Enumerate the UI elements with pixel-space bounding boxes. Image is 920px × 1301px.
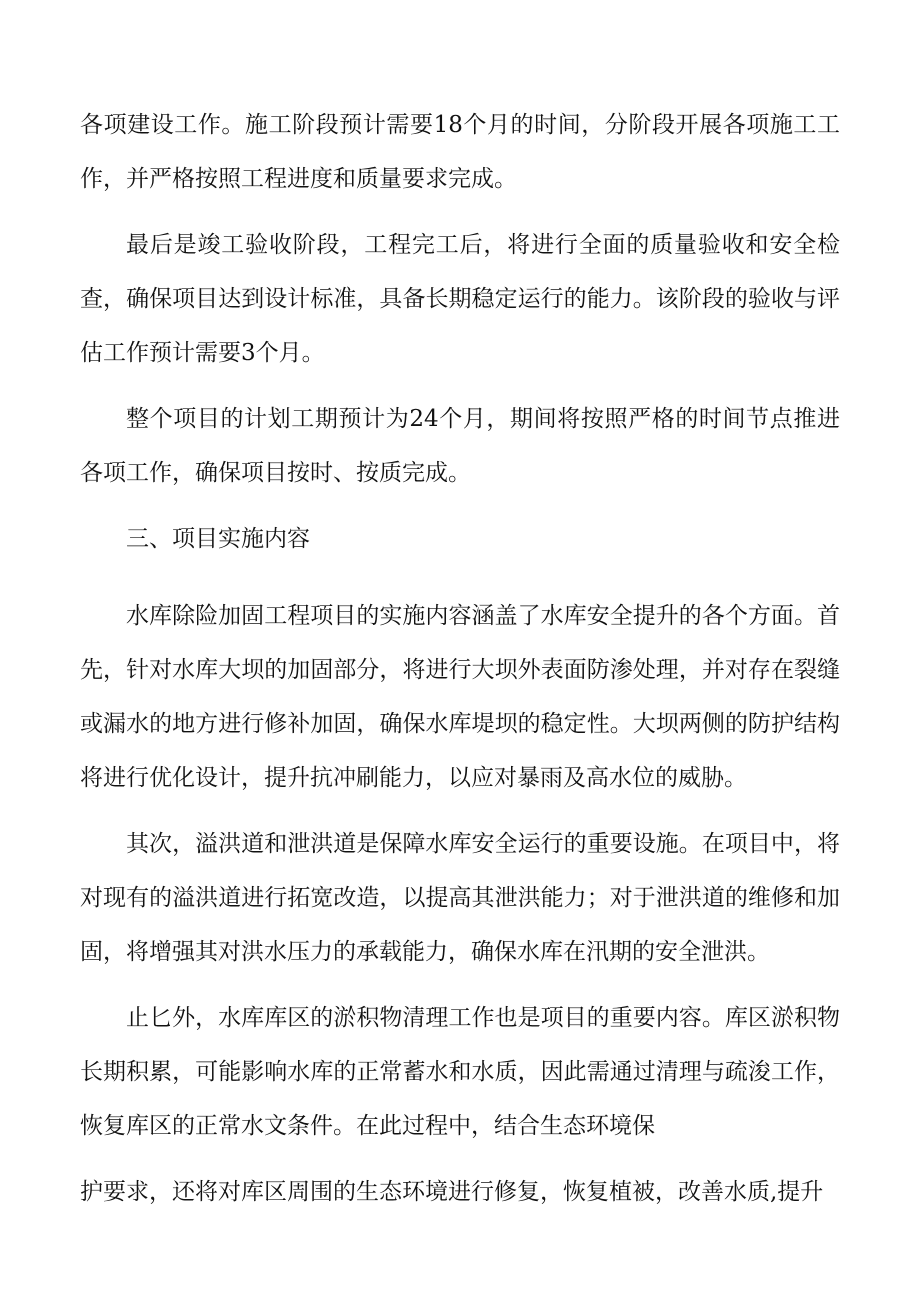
document-page [80,98,840,1219]
paragraph-spillway: 其次，溢洪道和泄洪道是保障水库安全运行的重要设施。在项目中，将对现有的溢洪道进行拓宽改造，以提高其泄洪能力；对于泄洪道的维修和加固，将增强其对洪水压力的承载能力，确保水库在汛期的安全泄洪。 [80,831,840,965]
paragraph-total-schedule: 整个项目的计划工期预计为24个月，期间将按照严格的时间节点推进各项工作，确保项目按时、按质完成。 [80,406,840,486]
paragraph-acceptance-phase: 最后是竣工验收阶段，工程完工后，将进行全面的质量验收和安全检查，确保项目达到设计标准，具备长期稳定运行的能力。该阶段的验收与评估工作预计需要3个月。 [80,232,840,366]
paragraph-dam-reinforcement: 水库除险加固工程项目的实施内容涵盖了水库安全提升的各个方面。首先，针对水库大坝的加固部分，将进行大坝外表面防渗处理，并对存在裂缝或漏水的地方进行修补加固，确保水库堤坝的稳定性。大坝两侧的防护结构将进行优化设计，提升抗冲刷能力，以应对暴雨及高水位的威胁。 [80,603,840,791]
section-heading: 三、项目实施内容 [126,526,310,552]
paragraph-ecological-restoration: 护要求，还将对库区周围的生态环境进行修复，恢复植被，改善水质,提升 [80,1179,824,1205]
paragraph-sediment-clearing: 止匕外，水库库区的淤积物清理工作也是项目的重要内容。库区淤积物长期积累，可能影响水库的正常蓄水和水质，因此需通过清理与疏浚工作，恢复库区的正常水文条件。在此过程中，结合生态环境保 [80,1005,840,1139]
paragraph-construction-phase: 各项建设工作。施工阶段预计需要18个月的时间，分阶段开展各项施工工作，并严格按照工程进度和质量要求完成。 [80,112,840,192]
